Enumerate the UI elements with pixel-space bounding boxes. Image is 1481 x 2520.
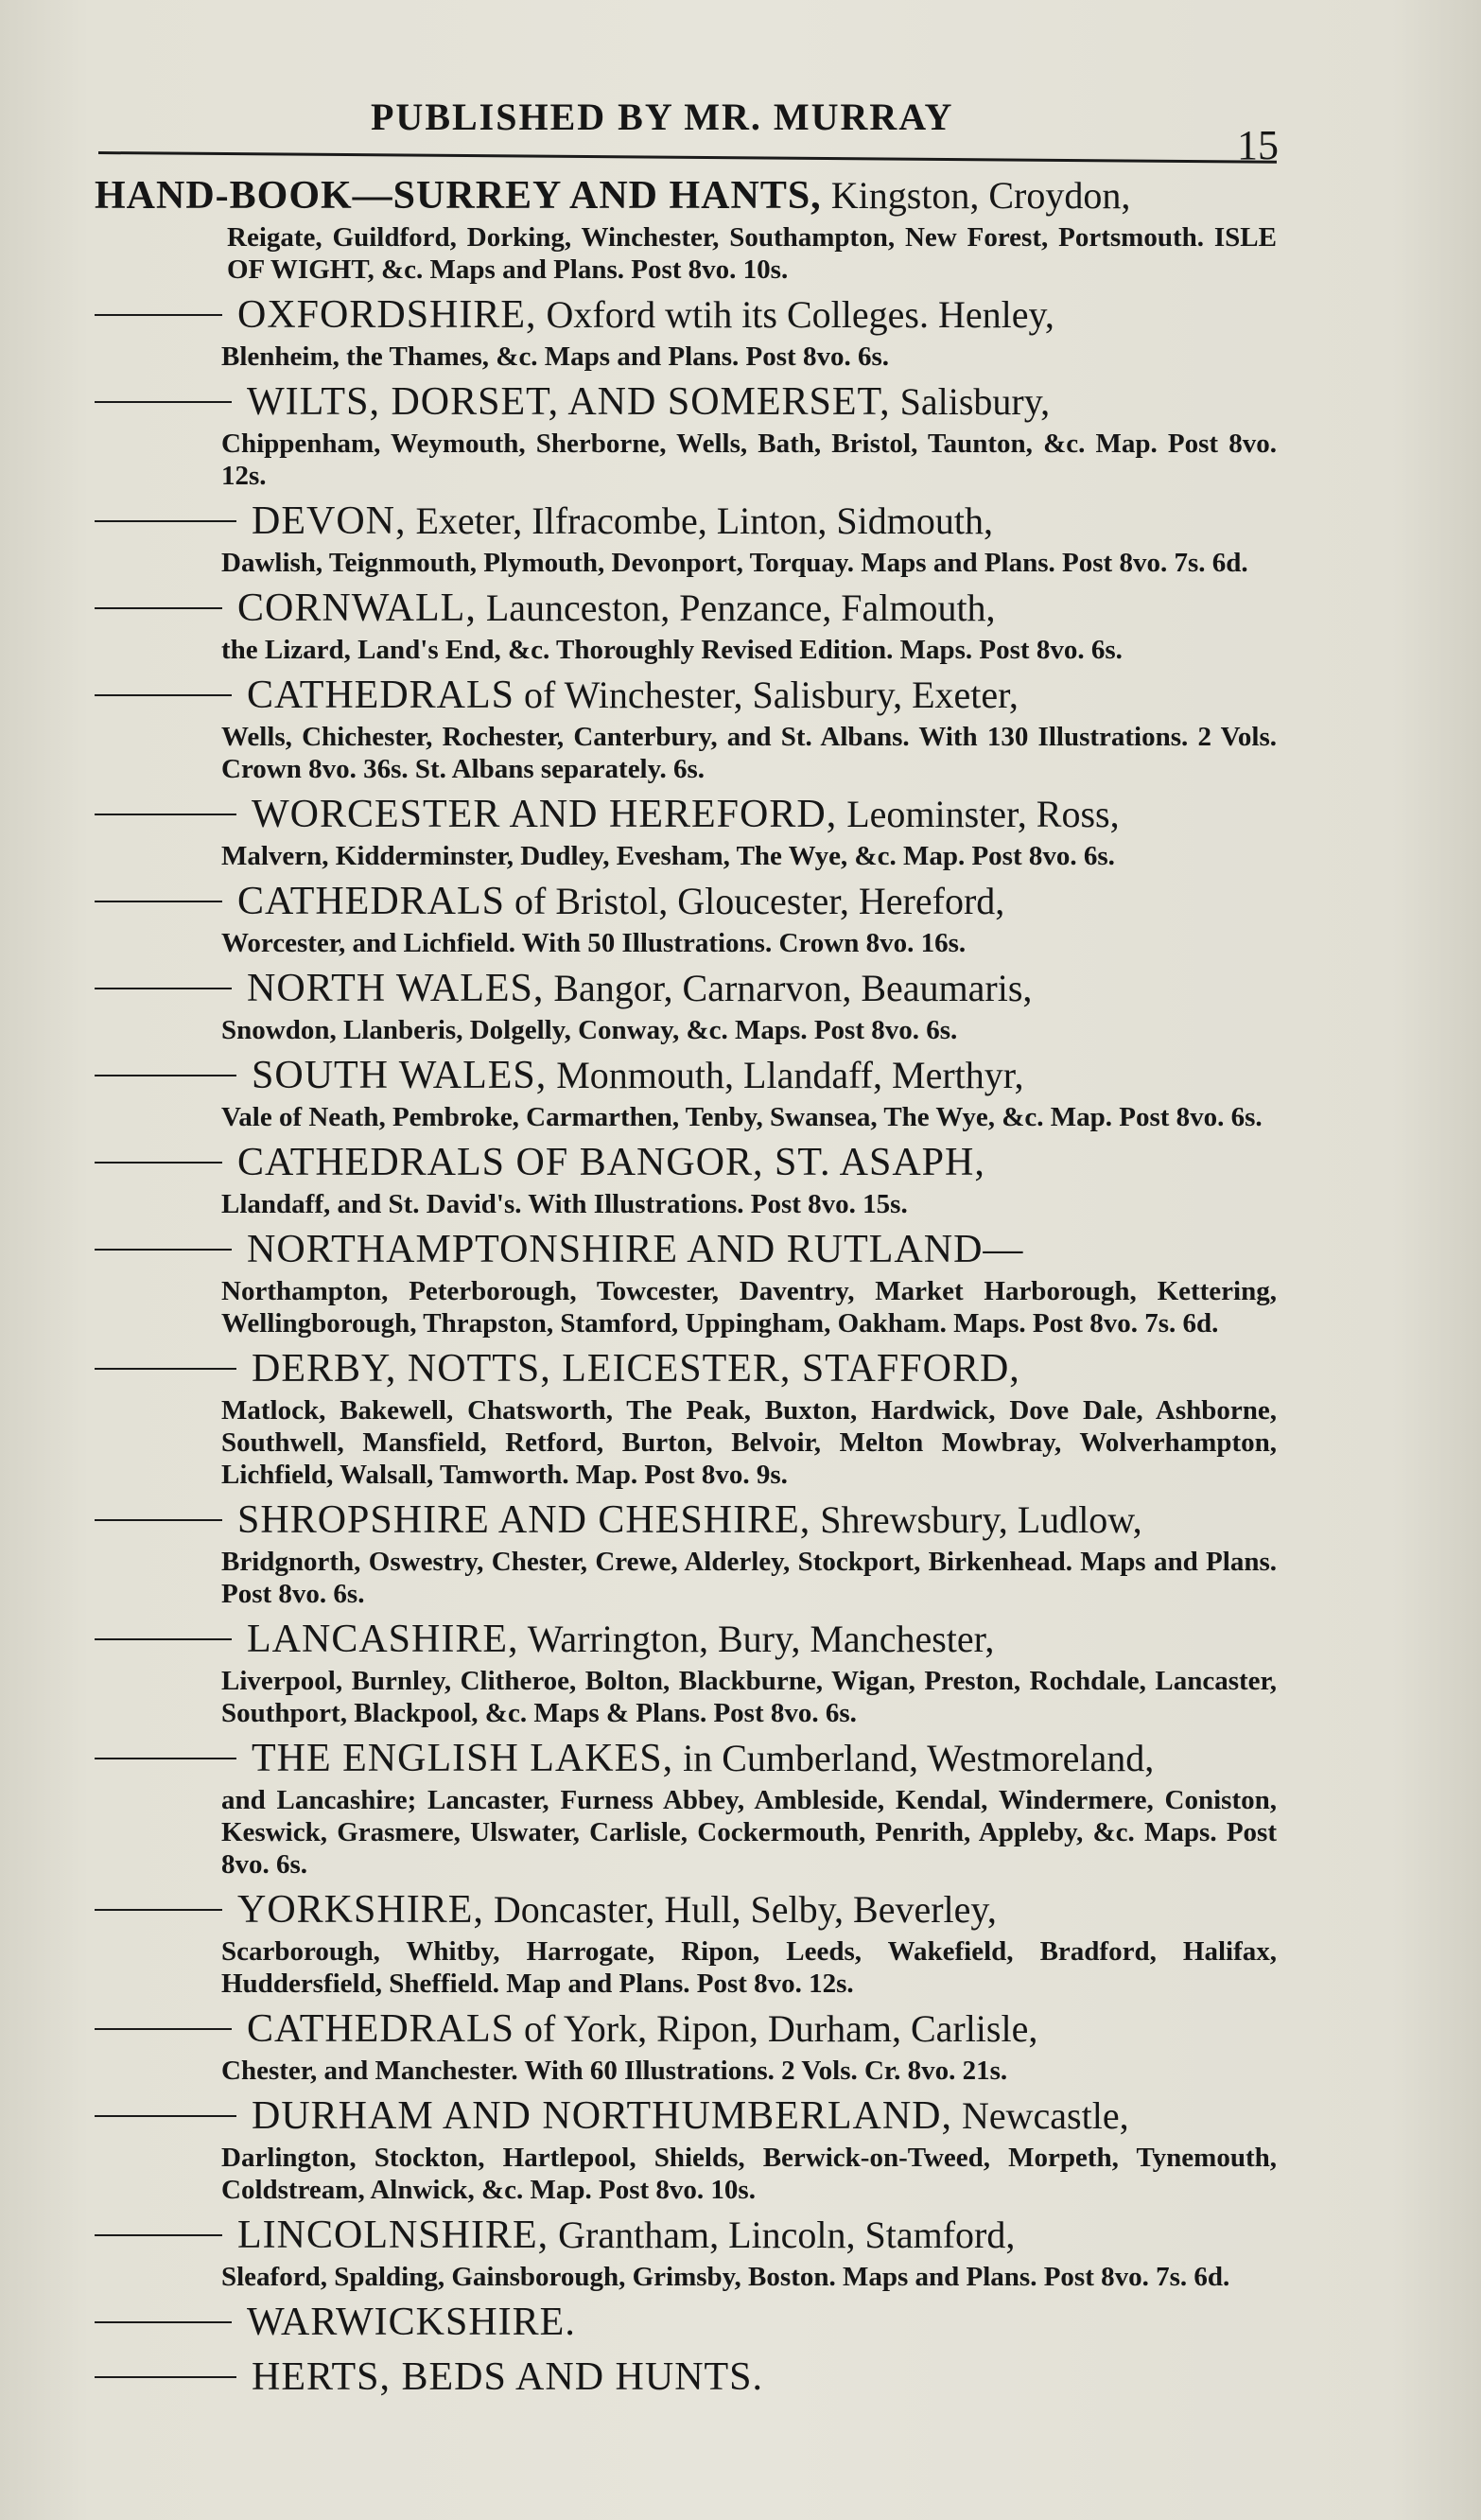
entry-heading-text	[252, 789, 1277, 840]
entry-description: Chester, and Manchester. With 60 Illustrations. 2 Vols. Cr. 8vo. 21s.	[221, 2056, 1008, 2086]
entry-headline	[95, 2004, 1277, 2055]
entry-headline	[95, 2352, 1277, 2403]
entry-description: Scarborough, Whitby, Harrogate, Ripon, Leeds, Wakefield, Bradford, Halifax, Huddersfield, Sheffield. Map and Plans. Post 8vo. 12s.	[221, 1936, 1277, 1999]
entry-heading-text	[237, 583, 1277, 634]
entry-title: SOUTH WALES,	[252, 1054, 548, 1097]
entry-heading-text	[247, 963, 1277, 1014]
entry-places: Doncaster, Hull, Selby, Beverley,	[483, 1888, 997, 1931]
entry-title: DEVON,	[252, 499, 407, 543]
entry-headline	[95, 289, 1277, 341]
entry-title: CATHEDRALS	[247, 2007, 515, 2051]
entry-description: Sleaford, Spalding, Gainsborough, Grimsby, Boston. Maps and Plans. Post 8vo. 7s. 6d.	[221, 2262, 1230, 2292]
ditto-dash	[95, 1519, 222, 1521]
ditto-dash	[95, 1249, 232, 1251]
catalogue-entry	[95, 789, 1277, 872]
entry-heading-text	[247, 670, 1277, 721]
header-rule	[98, 151, 1277, 164]
entry-description: Darlington, Stockton, Hartlepool, Shields, Berwick-on-Tweed, Morpeth, Tynemouth, Coldstream, Alnwick, &c. Map. Post 8vo. 10s.	[221, 2143, 1277, 2205]
entry-headline	[95, 1224, 1277, 1275]
ditto-dash	[95, 901, 222, 902]
catalogue-entry	[95, 2352, 1277, 2403]
entry-heading-text	[252, 1733, 1277, 1784]
entry-headline	[95, 1733, 1277, 1784]
entry-heading-text	[247, 1614, 1277, 1665]
entry-places: of York, Ripon, Durham, Carlisle,	[514, 2007, 1038, 2050]
entry-title: WARWICKSHIRE.	[247, 2301, 576, 2344]
entry-title: CORNWALL,	[237, 586, 477, 630]
entry-title: THE ENGLISH LAKES,	[252, 1737, 674, 1780]
entry-headline	[95, 1137, 1277, 1188]
catalogue-entry	[95, 670, 1277, 785]
entry-places: Warrington, Bury, Manchester,	[518, 1618, 995, 1660]
entry-places: Kingston, Croydon,	[821, 174, 1131, 217]
entry-title: WORCESTER AND HEREFORD,	[252, 793, 838, 836]
ditto-dash	[95, 814, 236, 815]
entry-places: in Cumberland, Westmoreland,	[673, 1737, 1155, 1779]
entry-description: Northampton, Peterborough, Towcester, Daventry, Market Harborough, Kettering, Wellingborough, Thrapston, Stamford, Uppingham, Oakham. Maps. Post 8vo. 7s. 6d.	[221, 1276, 1277, 1339]
entry-title: HAND-BOOK—SURREY AND HANTS,	[95, 174, 822, 218]
ditto-dash	[95, 401, 232, 403]
catalogue-entry	[95, 1495, 1277, 1610]
entry-headline	[95, 876, 1277, 927]
catalogue-entry	[95, 1733, 1277, 1881]
catalogue-entry	[95, 2004, 1277, 2087]
entry-description: Dawlish, Teignmouth, Plymouth, Devonport, Torquay. Maps and Plans. Post 8vo. 7s. 6d.	[221, 548, 1248, 578]
entry-heading-text	[252, 1050, 1277, 1101]
entry-description: Blenheim, the Thames, &c. Maps and Plans. Post 8vo. 6s.	[221, 341, 889, 372]
entry-places: Salisbury,	[890, 380, 1051, 423]
entry-headline	[95, 2210, 1277, 2261]
entry-title: OXFORDSHIRE,	[237, 293, 537, 337]
entry-heading-text	[252, 2091, 1277, 2142]
entry-places: Oxford wtih its Colleges. Henley,	[536, 293, 1054, 336]
entry-places: Exeter, Ilfracombe, Linton, Sidmouth,	[406, 499, 993, 542]
entry-headline	[95, 2091, 1277, 2142]
entry-title: HERTS, BEDS AND HUNTS.	[252, 2355, 764, 2399]
entry-places: Shrewsbury, Ludlow,	[810, 1498, 1142, 1541]
ditto-dash	[95, 1758, 236, 1759]
catalogue-entry	[95, 1343, 1277, 1491]
entry-description: Liverpool, Burnley, Clitheroe, Bolton, Blackburne, Wigan, Preston, Rochdale, Lancaster, Southport, Blackpool, &c. Maps & Plans. Post 8vo. 6s.	[221, 1666, 1277, 1728]
entry-description: Vale of Neath, Pembroke, Carmarthen, Tenby, Swansea, The Wye, &c. Map. Post 8vo. 6s.	[221, 1102, 1263, 1132]
ditto-dash	[95, 607, 222, 609]
entry-heading-text	[247, 2004, 1277, 2055]
entry-description: Chippenham, Weymouth, Sherborne, Wells, Bath, Bristol, Taunton, &c. Map. Post 8vo. 12s.	[221, 429, 1277, 491]
entry-places: of Winchester, Salisbury, Exeter,	[514, 674, 1019, 716]
ditto-dash	[95, 2028, 232, 2030]
ditto-dash	[95, 694, 232, 696]
entry-headline	[95, 2297, 1277, 2348]
entry-description: the Lizard, Land's End, &c. Thoroughly Revised Edition. Maps. Post 8vo. 6s.	[221, 635, 1123, 665]
entry-description: Wells, Chichester, Rochester, Canterbury, and St. Albans. With 130 Illustrations. 2 Vols. Crown 8vo. 36s. St. Albans separately. 6s.	[221, 722, 1277, 784]
page-number: 15	[1237, 122, 1279, 168]
catalogue-entry	[95, 583, 1277, 666]
entry-places: Monmouth, Llandaff, Merthyr,	[547, 1054, 1024, 1096]
entry-title: CATHEDRALS OF BANGOR, ST. ASAPH,	[237, 1141, 985, 1184]
catalogue-entry	[95, 1224, 1277, 1339]
ditto-dash	[95, 314, 222, 316]
catalogue-entry	[95, 2297, 1277, 2348]
ditto-dash	[95, 2234, 222, 2236]
entry-headline	[95, 496, 1277, 547]
entry-heading-text	[247, 1224, 1277, 1275]
entry-headline	[95, 670, 1277, 721]
catalogue-entry	[95, 1614, 1277, 1729]
catalogue-entry	[95, 170, 1277, 286]
entry-heading-text	[252, 2352, 1277, 2403]
entry-title: CATHEDRALS	[247, 674, 515, 717]
entry-title: DERBY, NOTTS, LEICESTER, STAFFORD,	[252, 1347, 1020, 1391]
entry-title: YORKSHIRE,	[237, 1888, 484, 1932]
catalogue-entry	[95, 2210, 1277, 2293]
entry-headline	[95, 1884, 1277, 1935]
entry-places: Grantham, Lincoln, Stamford,	[549, 2214, 1016, 2256]
catalogue-entry	[95, 1137, 1277, 1220]
catalogue-entry	[95, 289, 1277, 373]
entry-heading-text	[252, 1343, 1277, 1394]
entry-heading-text	[237, 1495, 1277, 1546]
entry-headline	[95, 1050, 1277, 1101]
entry-headline	[95, 963, 1277, 1014]
entry-description: Malvern, Kidderminster, Dudley, Evesham, The Wye, &c. Map. Post 8vo. 6s.	[221, 841, 1115, 871]
ditto-dash	[95, 988, 232, 989]
ditto-dash	[95, 1909, 222, 1911]
entry-title: LINCOLNSHIRE,	[237, 2214, 549, 2257]
ditto-dash	[95, 1075, 236, 1076]
entry-heading-text	[247, 2297, 1277, 2348]
entry-headline	[95, 376, 1277, 428]
entry-places: Bangor, Carnarvon, Beaumaris,	[544, 967, 1033, 1009]
entry-description: Worcester, and Lichfield. With 50 Illustrations. Crown 8vo. 16s.	[221, 928, 967, 958]
ditto-dash	[95, 1368, 236, 1370]
ditto-dash	[95, 1638, 232, 1640]
entry-heading-text	[237, 1137, 1277, 1188]
entry-description: Llandaff, and St. David's. With Illustrations. Post 8vo. 15s.	[221, 1189, 908, 1219]
ditto-dash	[95, 2376, 236, 2378]
catalogue-entry	[95, 2091, 1277, 2206]
entry-description: Matlock, Bakewell, Chatsworth, The Peak, Buxton, Hardwick, Dove Dale, Ashborne, Southwell, Mansfield, Retford, Burton, Belvoir, Melton Mowbray, Wolverhampton, Lichfield, Walsall, Tamworth. Map. Post 8vo. 9s.	[221, 1395, 1277, 1490]
ditto-dash	[95, 2115, 236, 2117]
entry-headline	[95, 1343, 1277, 1394]
entry-title: WILTS, DORSET, AND SOMERSET,	[247, 380, 891, 424]
entry-title: DURHAM AND NORTHUMBERLAND,	[252, 2094, 953, 2138]
entry-title: CATHEDRALS	[237, 880, 506, 923]
entry-description: and Lancashire; Lancaster, Furness Abbey, Ambleside, Kendal, Windermere, Coniston, Keswick, Grasmere, Ulswater, Carlisle, Cockermouth, Penrith, Appleby, &c. Maps. Post 8vo. 6s.	[221, 1785, 1277, 1880]
entry-description: Snowdon, Llanberis, Dolgelly, Conway, &c. Maps. Post 8vo. 6s.	[221, 1015, 958, 1045]
catalogue-entry	[95, 1050, 1277, 1133]
entry-heading-text	[237, 1884, 1277, 1935]
catalogue-entry	[95, 876, 1277, 959]
catalogue-entry	[95, 496, 1277, 579]
entry-heading-text	[247, 376, 1277, 428]
entry-headline	[95, 1614, 1277, 1665]
entry-heading-text	[237, 289, 1277, 341]
entry-title: NORTH WALES,	[247, 967, 545, 1010]
entry-title: NORTHAMPTONSHIRE AND RUTLAND—	[247, 1228, 1024, 1271]
catalogue-entry	[95, 1884, 1277, 2000]
entry-places: of Bristol, Gloucester, Hereford,	[505, 880, 1005, 922]
entry-places: Launceston, Penzance, Falmouth,	[476, 586, 996, 629]
entry-headline	[95, 1495, 1277, 1546]
entry-heading-text	[237, 2210, 1277, 2261]
entry-places: Leominster, Ross,	[837, 793, 1120, 835]
entry-title: SHROPSHIRE AND CHESHIRE,	[237, 1498, 811, 1542]
entry-headline	[95, 170, 1277, 221]
entry-description: Reigate, Guildford, Dorking, Winchester, Southampton, New Forest, Portsmouth. ISLE OF WIGHT, &c. Maps and Plans. Post 8vo. 10s.	[227, 222, 1277, 285]
entry-heading-text	[95, 170, 1277, 221]
entry-title: LANCASHIRE,	[247, 1618, 519, 1661]
entry-headline	[95, 789, 1277, 840]
entry-places: Newcastle,	[952, 2094, 1129, 2137]
ditto-dash	[95, 520, 236, 522]
entry-heading-text	[252, 496, 1277, 547]
catalogue-entries	[95, 170, 1277, 2406]
ditto-dash	[95, 1162, 222, 1164]
running-head: PUBLISHED BY MR. MURRAY	[371, 96, 954, 138]
entry-description: Bridgnorth, Oswestry, Chester, Crewe, Alderley, Stockport, Birkenhead. Maps and Plans. Post 8vo. 6s.	[221, 1547, 1277, 1609]
entry-heading-text	[237, 876, 1277, 927]
entry-headline	[95, 583, 1277, 634]
catalogue-entry	[95, 376, 1277, 492]
ditto-dash	[95, 2321, 232, 2323]
catalogue-entry	[95, 963, 1277, 1046]
